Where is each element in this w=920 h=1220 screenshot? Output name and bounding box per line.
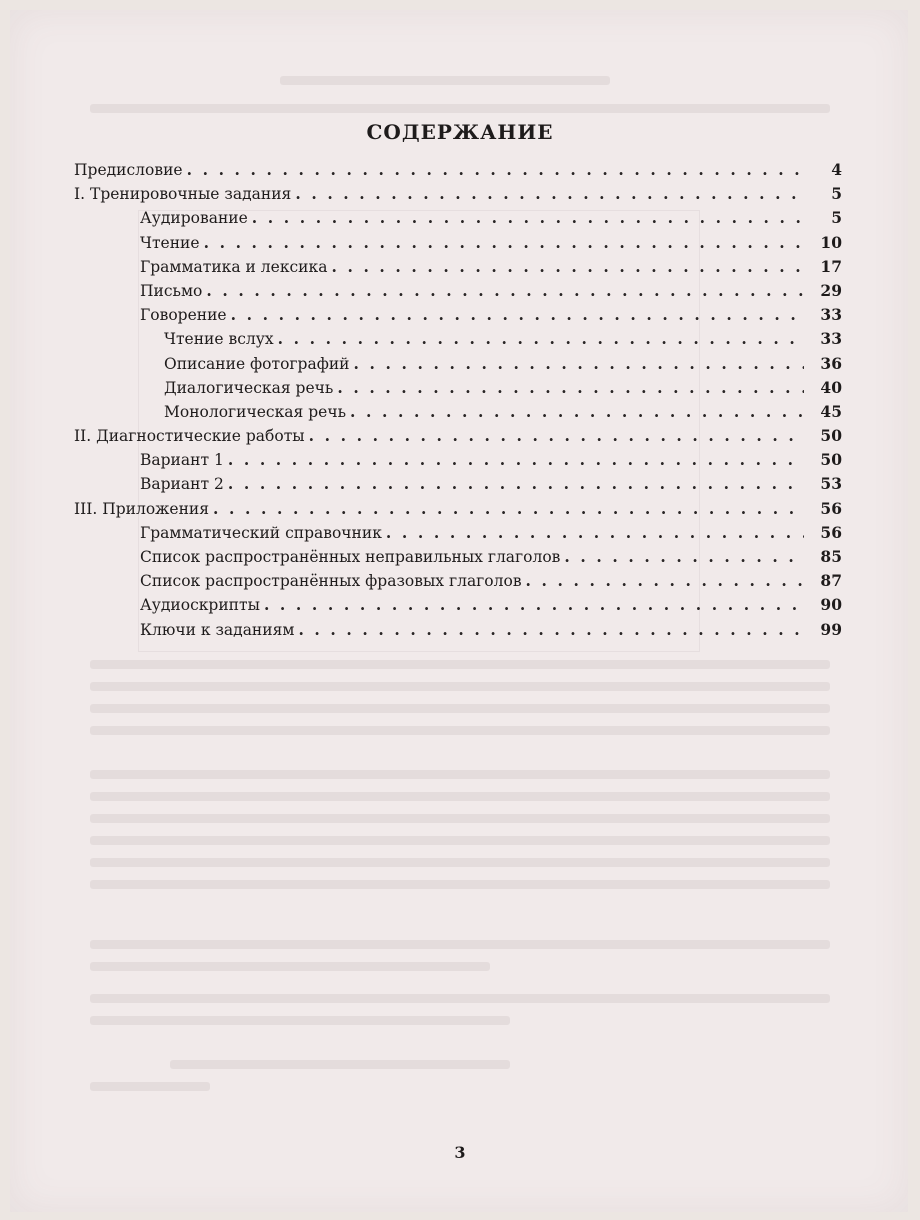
dot-leader: [526, 569, 804, 593]
toc-entry-label: II. Диагностические работы: [74, 427, 305, 446]
toc-entry: [74, 545, 842, 569]
toc-entry-label: I. Тренировочные задания: [74, 185, 292, 204]
toc-entry-page: 40: [820, 377, 842, 397]
toc-entry-page: 4: [831, 160, 842, 179]
toc-entry: [74, 424, 842, 448]
toc-entry-label: Список распространённых неправильных глаголов: [140, 548, 561, 566]
toc-entry: [74, 327, 842, 351]
toc-entry-page: 33: [820, 329, 842, 349]
toc-entry: [74, 593, 842, 617]
bleed-through-line: [90, 1082, 210, 1091]
toc-entry: [74, 497, 842, 521]
toc-entry-label: Диалогическая речь: [164, 378, 334, 397]
toc-entry-label: Чтение: [140, 233, 200, 252]
toc-entry-page: 45: [820, 401, 842, 421]
toc-entry-label: III. Приложения: [74, 499, 210, 518]
toc-entry-label: Говорение: [140, 306, 227, 325]
toc-entry: [74, 472, 842, 496]
bleed-through-line: [90, 994, 830, 1003]
bleed-through-line: [90, 962, 490, 971]
toc-entry: [74, 352, 842, 376]
toc-entry: [74, 279, 842, 303]
dot-leader: [295, 182, 804, 206]
toc-entry-page: 17: [820, 256, 842, 276]
toc-entry: [74, 206, 842, 230]
toc-entry-label: Аудиоскрипты: [140, 596, 260, 615]
bleed-through-line: [90, 940, 830, 949]
dot-leader: [331, 255, 804, 279]
toc-entry-label: Аудирование: [140, 209, 248, 228]
toc-entry: [74, 376, 842, 400]
toc-entry-label: Письмо: [140, 281, 203, 300]
toc-entry-page: 99: [820, 619, 842, 639]
toc-entry-label: Предисловие: [74, 161, 183, 179]
dot-leader: [252, 206, 804, 230]
toc-entry: [74, 158, 842, 182]
toc-entry-label: Чтение вслух: [164, 330, 274, 349]
toc-entry-page: 10: [820, 232, 842, 252]
toc-entry: [74, 448, 842, 472]
toc-entry-label: Вариант 1: [140, 451, 224, 470]
toc-entry-label: Грамматический справочник: [140, 523, 382, 542]
toc-entry-label: Вариант 2: [140, 475, 224, 494]
dot-leader: [386, 521, 804, 545]
toc-entry-label: Ключи к заданиям: [140, 620, 295, 639]
page-title: СОДЕРЖАНИЕ: [366, 120, 554, 144]
bleed-through-line: [90, 660, 830, 669]
toc-entry: [74, 231, 842, 255]
toc-entry-page: 50: [820, 450, 842, 470]
dot-leader: [278, 327, 804, 351]
bleed-through-line: [90, 1016, 510, 1025]
toc-entry-page: 85: [820, 547, 842, 566]
toc-entry: [74, 303, 842, 327]
toc-entry-page: 5: [831, 208, 842, 228]
dot-leader: [228, 472, 804, 496]
toc-entry: [74, 255, 842, 279]
bleed-through-line: [90, 704, 830, 713]
dot-leader: [206, 279, 804, 303]
bleed-through-line: [280, 76, 610, 85]
toc-entry-label: Грамматика и лексика: [140, 257, 328, 276]
bleed-through-line: [90, 880, 830, 889]
dot-leader: [231, 303, 804, 327]
bleed-through-line: [90, 836, 830, 845]
page-number: 3: [454, 1143, 466, 1162]
toc-entry-page: 56: [820, 522, 842, 542]
toc-entry-label: Описание фотографий: [164, 354, 350, 373]
toc-entry-page: 36: [820, 353, 842, 373]
toc-entry-page: 33: [820, 305, 842, 325]
toc-entry-page: 90: [820, 595, 842, 615]
dot-leader: [298, 618, 804, 642]
bleed-through-line: [90, 104, 830, 113]
dot-leader: [264, 593, 804, 617]
table-of-contents: [74, 158, 842, 642]
toc-entry: [74, 618, 842, 642]
toc-entry: [74, 569, 842, 593]
dot-leader: [350, 400, 804, 424]
toc-entry-label: Список распространённых фразовых глаголов: [140, 572, 522, 591]
toc-entry-page: 50: [820, 426, 842, 446]
dot-leader: [309, 424, 804, 448]
dot-leader: [204, 231, 804, 255]
toc-entry-page: 5: [831, 184, 842, 204]
toc-entry-page: 53: [820, 474, 842, 494]
bleed-through-line: [90, 726, 830, 735]
toc-entry-page: 29: [820, 280, 842, 300]
dot-leader: [187, 158, 804, 182]
bleed-through-line: [90, 682, 830, 691]
bleed-through-line: [90, 792, 830, 801]
bleed-through-line: [90, 770, 830, 779]
toc-entry: [74, 182, 842, 206]
bleed-through-line: [90, 814, 830, 823]
toc-entry-label: Монологическая речь: [164, 402, 347, 421]
dot-leader: [564, 545, 804, 569]
dot-leader: [228, 448, 804, 472]
toc-entry-page: 56: [820, 498, 842, 518]
dot-leader: [213, 497, 804, 521]
bleed-through-line: [90, 858, 830, 867]
toc-entry: [74, 521, 842, 545]
dot-leader: [337, 376, 804, 400]
toc-entry-page: 87: [820, 571, 842, 591]
toc-entry: [74, 400, 842, 424]
dot-leader: [354, 352, 804, 376]
bleed-through-line: [170, 1060, 510, 1069]
